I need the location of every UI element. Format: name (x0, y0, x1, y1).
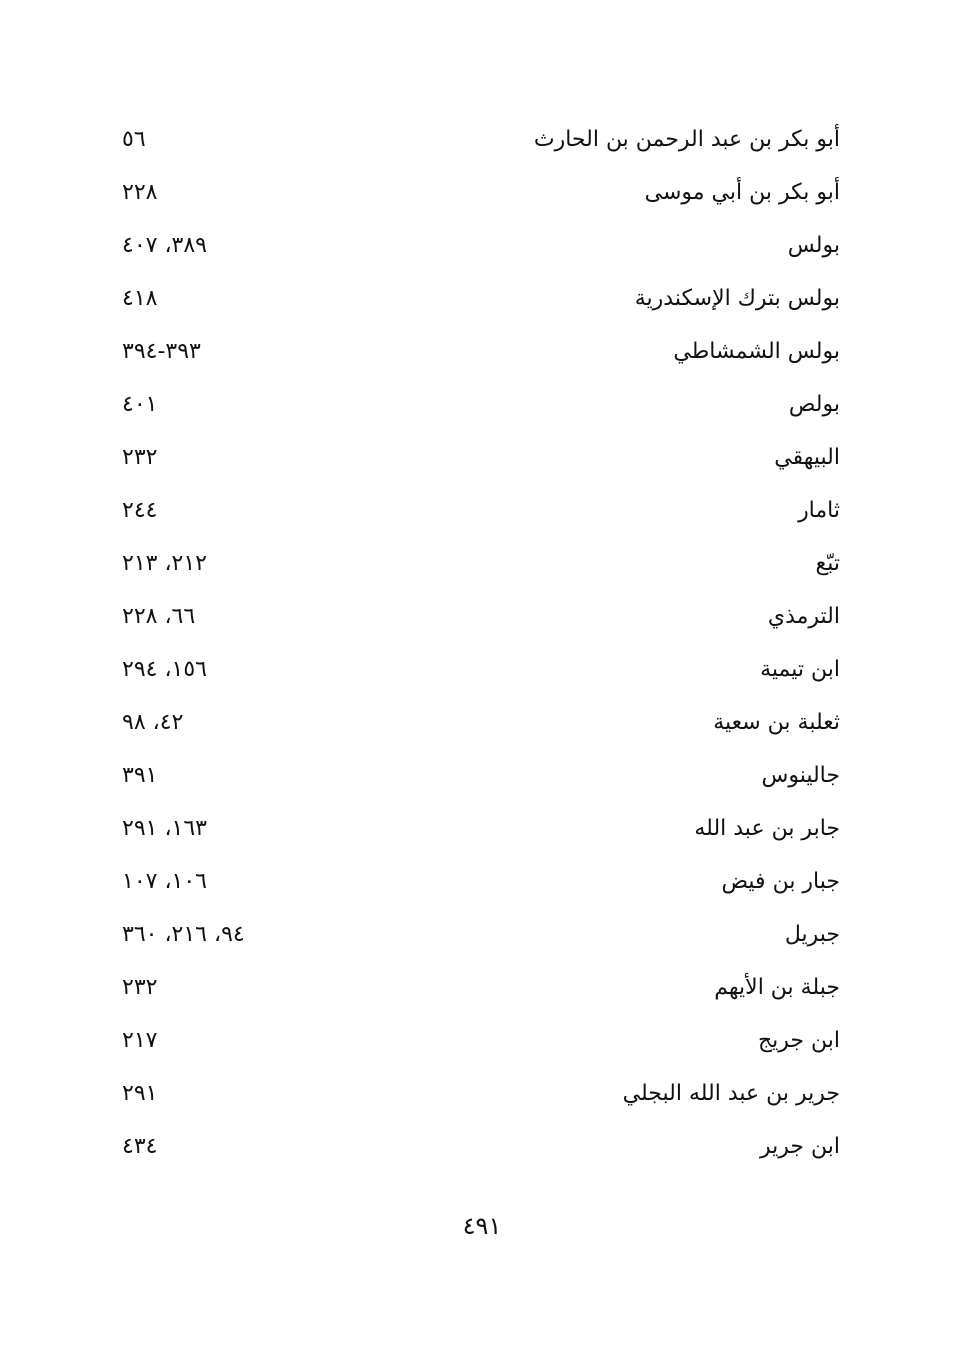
index-entry (122, 484, 840, 537)
entry-pages: ١٠٦، ١٠٧ (122, 869, 207, 894)
index-entry (122, 590, 840, 643)
entry-pages: ٢٣٢ (122, 975, 158, 1000)
entry-name: ابن جريج (757, 1028, 840, 1053)
entry-name: الترمذي (767, 604, 840, 629)
index-entry (122, 749, 840, 802)
entry-pages: ٢٣٢ (122, 445, 158, 470)
entry-pages: ٤٠١ (122, 392, 158, 417)
index-entry (122, 1067, 840, 1120)
entry-name: ثامار (798, 498, 840, 523)
entry-pages: ٤١٨ (122, 286, 158, 311)
entry-name: أبو بكر بن أبي موسى (644, 180, 840, 205)
entry-pages: ٥٦ (122, 127, 146, 152)
index-entry (122, 855, 840, 908)
page-number: ٤٩١ (462, 1212, 502, 1240)
index-entry (122, 696, 840, 749)
entry-name: بولس بترك الإسكندرية (634, 286, 840, 311)
entry-pages: ٢٤٤ (122, 498, 158, 523)
entry-name: أبو بكر بن عبد الرحمن بن الحارث (533, 127, 840, 152)
index-entry (122, 325, 840, 378)
entry-pages: ١٦٣، ٢٩١ (122, 816, 207, 841)
entry-pages: ٢١٢، ٢١٣ (122, 551, 207, 576)
index-entry (122, 1120, 840, 1173)
entry-name: ابن جرير (760, 1134, 840, 1159)
entry-name: جرير بن عبد الله البجلي (622, 1081, 840, 1106)
index-list (122, 113, 840, 1173)
index-entry (122, 908, 840, 961)
entry-name: بولص (788, 392, 840, 417)
entry-pages: ٣٩٣-٣٩٤ (122, 339, 201, 364)
index-entry (122, 1014, 840, 1067)
entry-pages: ٤٢، ٩٨ (122, 710, 184, 735)
entry-name: ابن تيمية (760, 657, 840, 682)
index-entry (122, 643, 840, 696)
entry-name: جبريل (784, 922, 840, 947)
index-entry (122, 166, 840, 219)
entry-pages: ٢١٧ (122, 1028, 158, 1053)
entry-pages: ٣٩١ (122, 763, 158, 788)
entry-pages: ٢٩١ (122, 1081, 158, 1106)
index-entry (122, 961, 840, 1014)
index-entry (122, 431, 840, 484)
entry-name: جبار بن فيض (721, 869, 840, 894)
entry-name: تبّع (815, 551, 840, 576)
entry-pages: ٢٢٨ (122, 180, 158, 205)
index-entry (122, 537, 840, 590)
entry-name: بولس (787, 233, 840, 258)
entry-pages: ٩٤، ٢١٦، ٣٦٠ (122, 922, 245, 947)
entry-name: جبلة بن الأيهم (714, 975, 840, 1000)
entry-name: بولس الشمشاطي (673, 339, 840, 364)
index-entry (122, 378, 840, 431)
entry-name: ثعلبة بن سعية (713, 710, 840, 735)
entry-name: البيهقي (774, 445, 840, 470)
entry-pages: ٣٨٩، ٤٠٧ (122, 233, 207, 258)
entry-name: جالينوس (761, 763, 840, 788)
index-entry (122, 113, 840, 166)
index-entry (122, 272, 840, 325)
entry-pages: ٦٦، ٢٢٨ (122, 604, 196, 629)
entry-pages: ١٥٦، ٢٩٤ (122, 657, 207, 682)
entry-name: جابر بن عبد الله (694, 816, 840, 841)
entry-pages: ٤٣٤ (122, 1134, 158, 1159)
index-entry (122, 219, 840, 272)
index-entry (122, 802, 840, 855)
